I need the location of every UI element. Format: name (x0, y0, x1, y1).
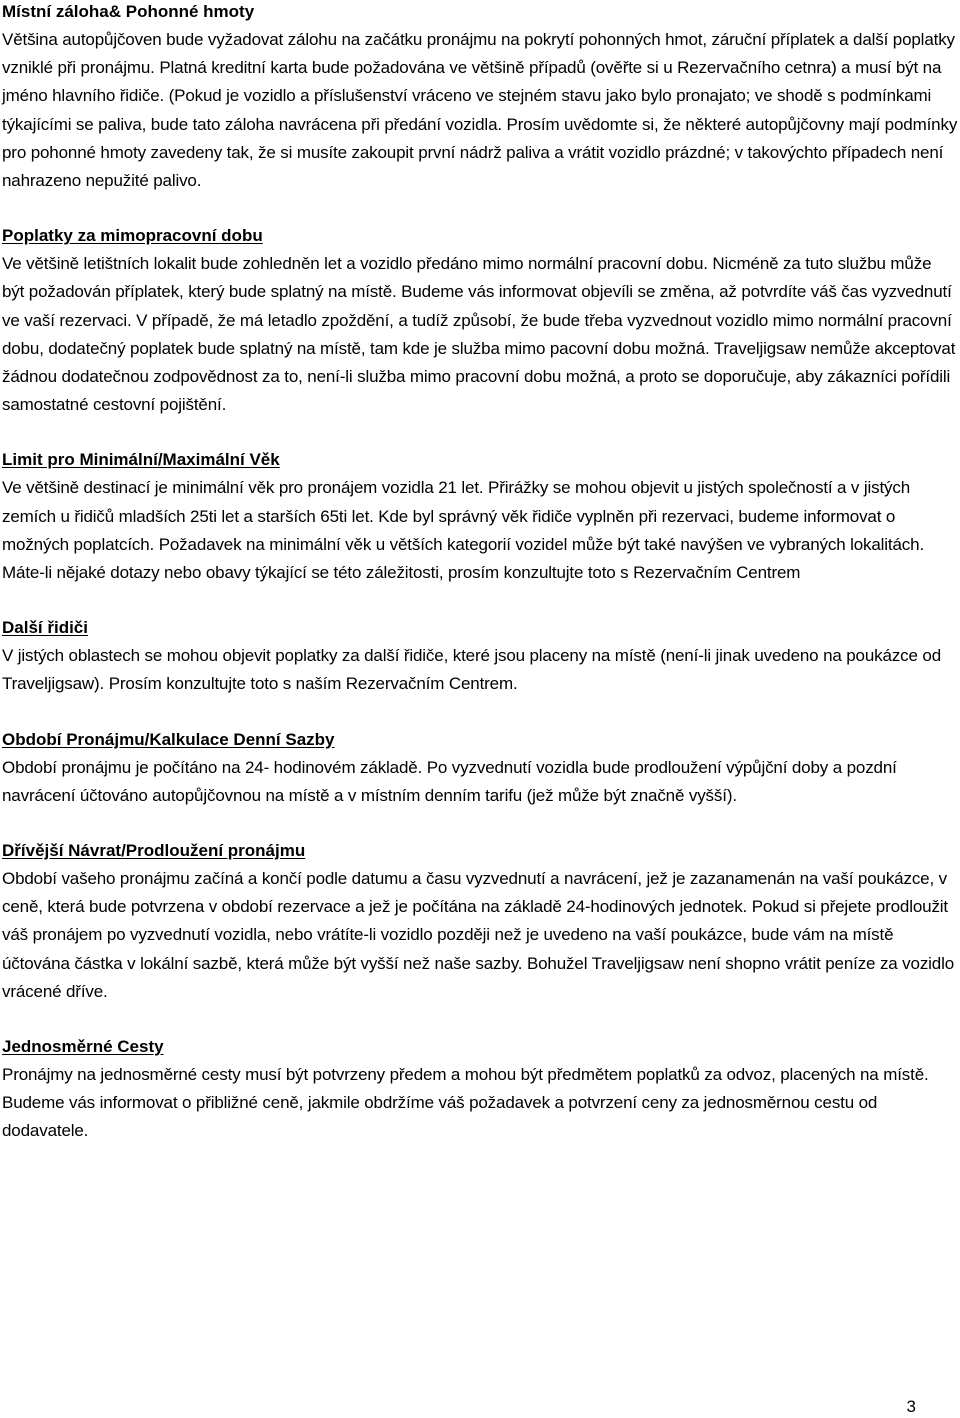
section-heading: Místní záloha& Pohonné hmoty (2, 2, 255, 21)
section-body: Období vašeho pronájmu začíná a končí podle datumu a času vyzvednutí a navrácení, jež je zazanamenán na vaší poukázce, v ceně, která bude potvrzena v období rezervace a jež je počítána na základě 24-hodinových jednotek. Pokud si přejete prodloužit váš pronájem po vyzvednutí vozidla, nebo vrátíte-li vozidlo později než je uvedeno na vaší poukázce, bude vám na místě účtována částka v lokální sazbě, která může být vyšší než naše sazby. Bohužel Traveljigsaw není shopno vrátit peníze za vozidlo vrácené dříve. (2, 869, 955, 1001)
section-early-return (2, 837, 958, 1006)
section-heading: Dřívější Návrat/Prodloužení pronájmu (2, 841, 306, 861)
section-rental-period (2, 726, 958, 810)
section-heading: Období Pronájmu/Kalkulace Denní Sazby (2, 729, 335, 749)
section-body: V jistých oblastech se mohou objevit poplatky za další řidiče, které jsou placeny na místě (není-li jinak uvedeno na poukázce od Traveljigsaw). Prosím konzultujte toto s naším Rezervačním Centrem. (2, 646, 942, 694)
section-heading: Poplatky za mimopracovní dobu (2, 226, 263, 246)
section-one-way-trips (2, 1033, 958, 1146)
section-body: Většina autopůjčoven bude vyžadovat zálohu na začátku pronájmu na pokrytí pohonných hmot, záruční příplatek a další poplatky vzniklé při pronájmu. Platná kreditní karta bude požadována ve většině případů (ověřte si u Rezervačního cetnra) a musí být na jméno hlavního řidiče. (Pokud je vozidlo a příslušenství vráceno ve stejném stavu jako bylo pronajato; ve shodě s podmínkami týkajícími se paliva, bude tato záloha navrácena při předání vozidla. Prosím uvědomte si, že některé autopůjčovny mají podmínky pro pohonné hmoty zavedeny tak, že si musíte zakoupit první nádrž paliva a vrátit vozidlo prázdné; v takovýchto případech není nahrazeno nepužité palivo. (2, 30, 958, 191)
section-age-limit (2, 446, 958, 587)
section-additional-drivers (2, 614, 958, 698)
page-number: 3 (906, 1397, 916, 1416)
section-body: Ve většině destinací je minimální věk pro pronájem vozidla 21 let. Přirážky se mohou objevit u jistých společností a v jistých zemích u řidičů mladších 25ti let a starších 65ti let. Kde byl správný věk řidiče vyplněn při rezervaci, budeme informovat o možných poplatcích. Požadavek na minimální věk u větších kategorií vozidel může být také navýšen ve vybraných lokalitách. Máte-li nějaké dotazy nebo obavy týkající se této záležitosti, prosím konzultujte toto s Rezervačním Centrem (2, 478, 925, 583)
section-deposit-fuel (2, 0, 958, 195)
section-body: Období pronájmu je počítáno na 24- hodinovém základě. Po vyzvednutí vozidla bude prodloužení výpůjční doby a pozdní navrácení účtováno autopůjčovnou na místě a v místním denním tarifu (jež může být značně vyšší). (2, 757, 897, 805)
section-body: Pronájmy na jednosměrné cesty musí být potvrzeny předem a mohou být předmětem poplatků za odvoz, placených na místě. Budeme vás informovat o přibližné ceně, jakmile obdržíme váš požadavek a potvrzení ceny za jednosměrnou cestu od dodavatele. (2, 1065, 929, 1141)
section-heading: Jednosměrné Cesty (2, 1037, 164, 1057)
section-out-of-hours-fees (2, 222, 958, 419)
section-heading: Limit pro Minimální/Maximální Věk (2, 450, 280, 470)
document-body (2, 0, 958, 1173)
section-heading: Další řidiči (2, 618, 88, 638)
section-body: Ve většině letištních lokalit bude zohledněn let a vozidlo předáno mimo normální pracovní dobu. Nicméně za tuto službu může být požadován příplatek, který bude splatný na místě. Budeme vás informovat objevíli se změna, až potvrdíte váš čas vyzvednutí ve vaší rezervaci. V případě, že má letadlo zpoždění, a tudíž způsobí, že bude třeba vyzvednout vozidlo mimo normální pracovní dobu, dodatečný poplatek bude splatný na místě, tam kde je služba mimo pacovní dobu možná. Traveljigsaw nemůže akceptovat žádnou dodatečnou zodpovědnost za to, není-li služba mimo pracovní dobu možná, a proto se doporučuje, aby zákazníci pořídili samostatné cestovní pojištění. (2, 254, 956, 415)
